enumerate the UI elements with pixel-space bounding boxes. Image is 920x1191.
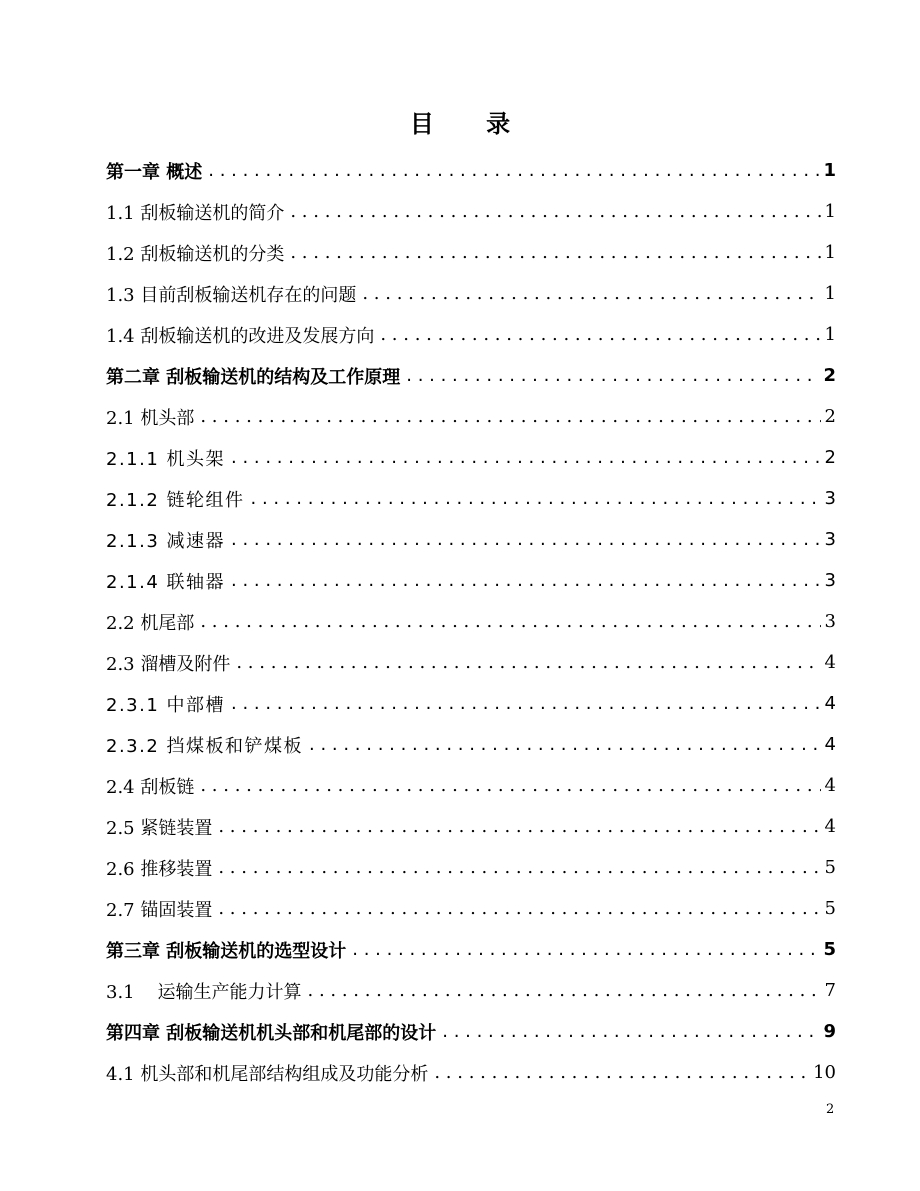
toc-entry-label: 2.1.3 减速器	[106, 530, 226, 552]
toc-entry-label: 2.1.1 机头架	[106, 448, 226, 470]
toc-entry-1-3[interactable]	[106, 273, 836, 314]
dot-leader	[406, 365, 819, 387]
toc-entry-2-3-2[interactable]	[106, 724, 836, 765]
toc-entry-page: 4	[824, 816, 836, 837]
dot-leader	[218, 857, 820, 879]
toc-entry-page: 5	[824, 898, 836, 919]
toc-entry-page: 3	[824, 529, 836, 550]
toc-entry-page: 1	[824, 324, 836, 345]
dot-leader	[290, 242, 820, 264]
dot-leader	[308, 980, 821, 1002]
toc-entry-2-1-4[interactable]	[106, 560, 836, 601]
dot-leader	[251, 488, 821, 510]
toc-entry-page: 4	[824, 775, 836, 796]
toc-entry-chapter-2[interactable]	[106, 355, 836, 396]
page-number: 2	[826, 1102, 835, 1117]
toc-entry-label: 1.2 刮板输送机的分类	[106, 243, 285, 265]
toc-entry-2-1[interactable]	[106, 396, 836, 437]
dot-leader	[231, 529, 821, 551]
toc-entry-label: 2.1.2 链轮组件	[106, 489, 245, 511]
dot-leader	[231, 447, 821, 469]
toc-entry-1-4[interactable]	[106, 314, 836, 355]
dot-leader	[236, 652, 820, 674]
toc-entry-page: 4	[824, 652, 836, 673]
table-of-contents	[106, 150, 836, 1093]
toc-entry-2-4[interactable]	[106, 765, 836, 806]
toc-entry-page: 1	[823, 160, 836, 181]
toc-entry-2-1-3[interactable]	[106, 519, 836, 560]
toc-entry-label: 1.4 刮板输送机的改进及发展方向	[106, 325, 375, 347]
toc-entry-label: 1.1 刮板输送机的简介	[106, 202, 285, 224]
toc-entry-page: 7	[824, 980, 836, 1001]
toc-entry-label: 2.7 锚固装置	[106, 899, 213, 921]
dot-leader	[290, 201, 820, 223]
toc-entry-page: 1	[824, 201, 836, 222]
toc-entry-2-2[interactable]	[106, 601, 836, 642]
dot-leader	[218, 816, 820, 838]
dot-leader	[362, 283, 820, 305]
toc-entry-2-1-2[interactable]	[106, 478, 836, 519]
toc-entry-2-3-1[interactable]	[106, 683, 836, 724]
toc-entry-chapter-3[interactable]	[106, 929, 836, 970]
toc-title: 目 录	[409, 110, 533, 138]
dot-leader	[200, 775, 820, 797]
toc-entry-page: 3	[824, 611, 836, 632]
toc-entry-2-1-1[interactable]	[106, 437, 836, 478]
toc-entry-label: 第二章 刮板输送机的结构及工作原理	[106, 366, 401, 388]
toc-entry-label: 第四章 刮板输送机机头部和机尾部的设计	[106, 1022, 437, 1044]
toc-entry-2-3[interactable]	[106, 642, 836, 683]
toc-entry-2-7[interactable]	[106, 888, 836, 929]
toc-entry-page: 2	[823, 365, 836, 386]
toc-entry-chapter-1[interactable]	[106, 150, 836, 191]
toc-entry-label: 2.1 机头部	[106, 407, 195, 429]
toc-entry-page: 10	[813, 1062, 836, 1083]
toc-entry-page: 2	[824, 447, 836, 468]
toc-entry-page: 3	[824, 488, 836, 509]
dot-leader	[208, 160, 819, 182]
toc-entry-page: 5	[823, 939, 836, 960]
dot-leader	[309, 734, 821, 756]
toc-entry-page: 1	[824, 242, 836, 263]
toc-entry-page: 9	[823, 1021, 836, 1042]
toc-entry-1-1[interactable]	[106, 191, 836, 232]
toc-entry-page: 1	[824, 283, 836, 304]
toc-entry-4-1[interactable]	[106, 1052, 836, 1093]
dot-leader	[352, 939, 819, 961]
toc-entry-label: 第三章 刮板输送机的选型设计	[106, 940, 347, 962]
toc-entry-label: 2.3 溜槽及附件	[106, 653, 231, 675]
toc-entry-page: 2	[824, 406, 836, 427]
dot-leader	[442, 1021, 819, 1043]
toc-entry-1-2[interactable]	[106, 232, 836, 273]
toc-entry-label: 2.2 机尾部	[106, 612, 195, 634]
toc-entry-label: 2.1.4 联轴器	[106, 571, 226, 593]
toc-entry-label: 2.5 紧链装置	[106, 817, 213, 839]
toc-entry-label: 2.4 刮板链	[106, 776, 195, 798]
toc-entry-chapter-4[interactable]	[106, 1011, 836, 1052]
dot-leader	[434, 1062, 809, 1084]
toc-entry-page: 4	[824, 734, 836, 755]
toc-entry-label: 2.3.1 中部槽	[106, 694, 226, 716]
toc-entry-label: 2.6 推移装置	[106, 858, 213, 880]
toc-entry-2-5[interactable]	[106, 806, 836, 847]
dot-leader	[231, 570, 821, 592]
dot-leader	[218, 898, 820, 920]
dot-leader	[200, 406, 820, 428]
toc-entry-label: 2.3.2 挡煤板和铲煤板	[106, 735, 304, 757]
toc-entry-label: 4.1 机头部和机尾部结构组成及功能分析	[106, 1063, 429, 1085]
toc-entry-label: 1.3 目前刮板输送机存在的问题	[106, 284, 357, 306]
toc-entry-label: 3.1 运输生产能力计算	[106, 981, 302, 1003]
dot-leader	[200, 611, 820, 633]
dot-leader	[380, 324, 820, 346]
toc-entry-2-6[interactable]	[106, 847, 836, 888]
toc-entry-page: 3	[824, 570, 836, 591]
toc-entry-3-1[interactable]	[106, 970, 836, 1011]
dot-leader	[231, 693, 821, 715]
toc-entry-label: 第一章 概述	[106, 161, 203, 183]
toc-entry-page: 4	[824, 693, 836, 714]
toc-entry-page: 5	[824, 857, 836, 878]
